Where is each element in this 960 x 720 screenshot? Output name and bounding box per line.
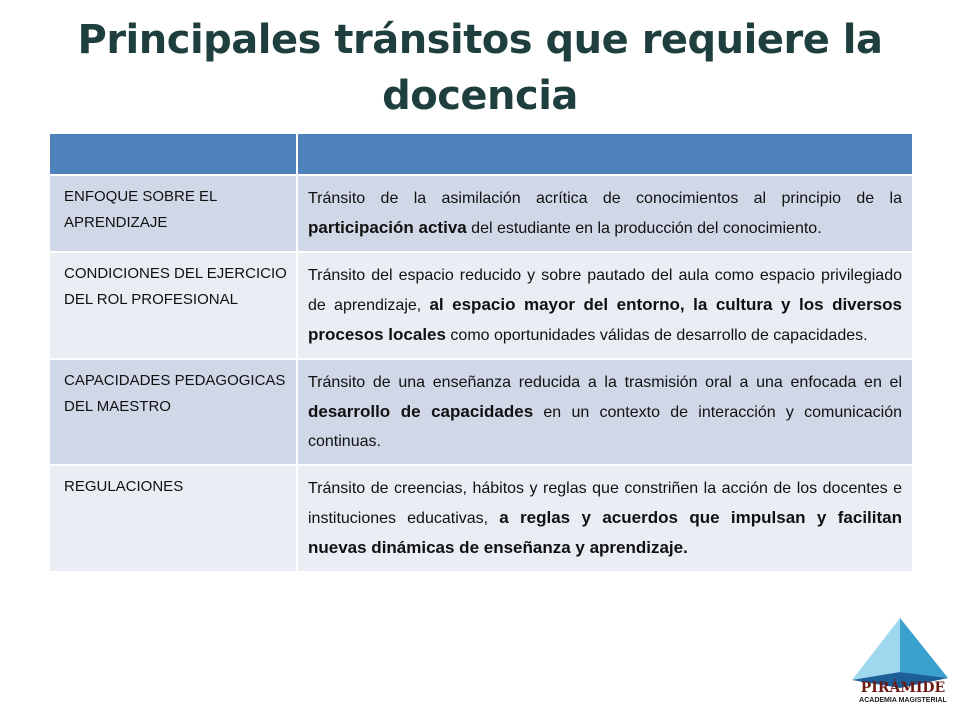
row-description [297,175,913,252]
description-text: Tránsito del espacio reducido y sobre pautado del aula como espacio privilegiado de aprendizaje, [308,267,902,314]
emphasis-text: al espacio mayor del entorno, la cultura y los diversos procesos locales [308,295,902,344]
description-text: como oportunidades válidas de desarrollo de capacidades. [445,327,868,344]
row-label: ENFOQUE SOBRE EL APRENDIZAJE [49,175,297,252]
transitions-table [48,132,914,573]
table-row [49,175,913,252]
table-row [49,252,913,359]
description-text: Tránsito de la asimilación acrítica de conocimientos al principio de la [308,190,902,207]
row-description [297,359,913,465]
pyramid-left-face [852,618,900,680]
logo-subtitle: ACADEMIA MAGISTERIAL [859,697,947,704]
row-description [297,252,913,359]
logo-name: PIRÁMIDE [860,680,946,696]
row-description [297,465,913,572]
header-cell [49,133,297,175]
description-text: Tránsito de creencias, hábitos y reglas que constriñen la acción de los docentes e instituciones educativas, [308,480,902,527]
row-label: CONDICIONES DEL EJERCICIO DEL ROL PROFESIONAL [49,252,297,359]
table-row [49,465,913,572]
description-text: en un contexto de interacción y comunicación continuas. [308,404,902,450]
header-cell [297,133,913,175]
row-label: CAPACIDADES PEDAGOGICAS DEL MAESTRO [49,359,297,465]
description-text: Tránsito de una enseñanza reducida a la trasmisión oral a una enfocada en el [308,374,902,391]
logo-text [850,680,956,705]
emphasis-text: desarrollo de capacidades [308,402,534,421]
slide-title: Principales tránsitos que requiere la docencia [77,17,883,119]
pyramid-right-face [900,618,948,678]
emphasis-text: participación activa [308,218,467,237]
row-label: REGULACIONES [49,465,297,572]
table-header-row [49,133,913,175]
table-row [49,359,913,465]
emphasis-text: a reglas y acuerdos que impulsan y facilitan nuevas dinámicas de enseñanza y aprendizaje. [308,508,903,557]
description-text: del estudiante en la producción del conocimiento. [466,220,822,237]
